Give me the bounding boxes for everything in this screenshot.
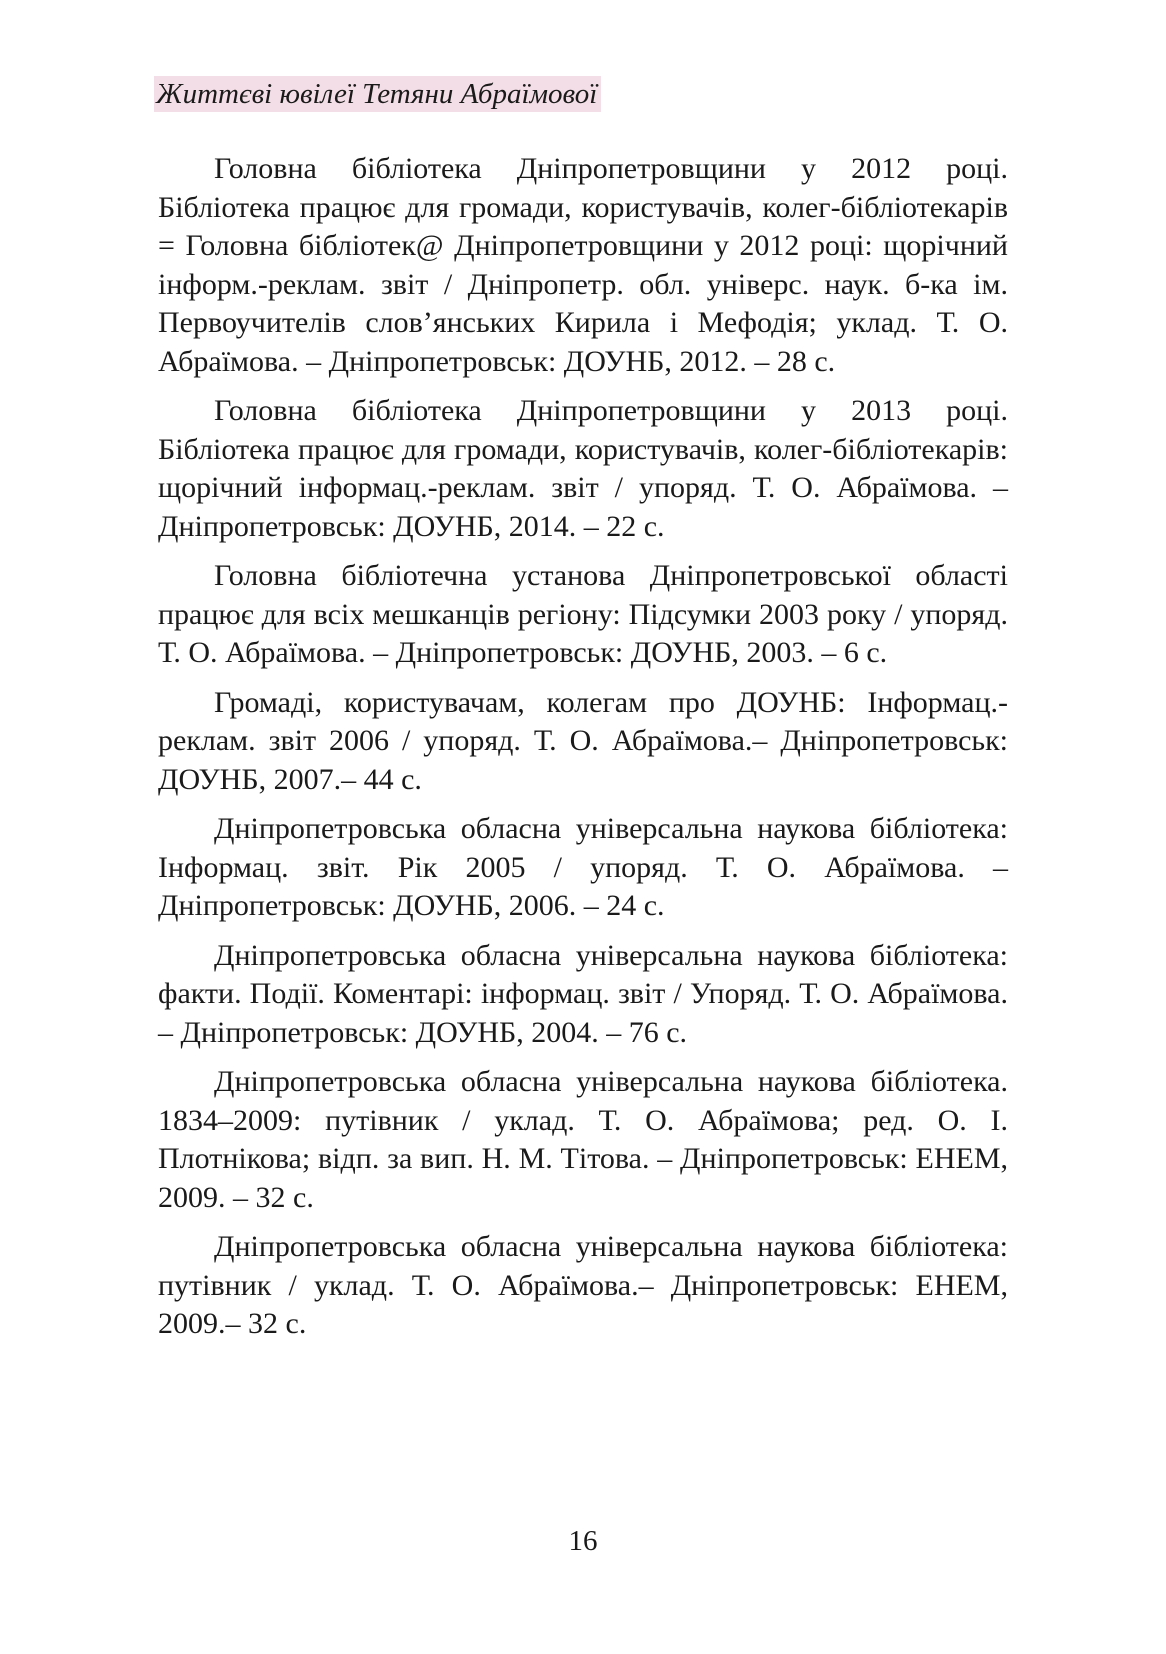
bibliography-entry: Головна бібліотечна установа Дніпропетровської області працює для всіх мешканців регіону: Підсумки 2003 року / упоряд. Т. О. Абраїмова. – Дніпропетровськ: ДОУНБ, 2003. – 6 с. [158, 559, 1008, 669]
bibliography-entry: Дніпропетровська обласна універсальна наукова бібліотека: Інформац. звіт. Рік 2005 / упоряд. Т. О. Абраїмова. – Дніпропетровськ: ДОУНБ, 2006. – 24 с. [158, 812, 1008, 922]
bibliography-entry: Дніпропетровська обласна універсальна наукова бібліотека. 1834–2009: путівник / уклад. Т. О. Абраїмова; ред. О. І. Плотнікова; відп. за вип. Н. М. Тітова. – Дніпропетровськ: ЕНЕМ, 2009. – 32 с. [158, 1065, 1008, 1214]
bibliography-entry: Громаді, користувачам, колегам про ДОУНБ: Інформац.-реклам. звіт 2006 / упоряд. Т. О. Абраїмова.– Дніпропетровськ: ДОУНБ, 2007.– 44 с. [158, 685, 1008, 796]
page-number: 16 [568, 1525, 598, 1557]
bibliography-entry: Головна бібліотека Дніпропетровщини у 2013 році. Бібліотека працює для громади, користувачів, колег-бібліотекарів: щорічний інформац.-реклам. звіт / упоряд. Т. О. Абраїмова. – Дніпропетровськ: ДОУНБ, 2014. – 22 с. [158, 394, 1008, 543]
bibliography-entry: Дніпропетровська обласна універсальна наукова бібліотека: путівник / уклад. Т. О. Абраїмова.– Дніпропетровськ: ЕНЕМ, 2009.– 32 с. [158, 1230, 1008, 1340]
bibliography-entry: Головна бібліотека Дніпропетровщини у 2012 році. Бібліотека працює для громади, користувачів, колег-бібліотекарів = Головна бібліотек@ Дніпропетровщини у 2012 році: щорічний інформ.-реклам. звіт / Дніпропетр. обл. універс. наук. б-ка ім. Первоучителів слов’янських Кирила і Мефодія; уклад. Т. О. Абраїмова. – Дніпропетровськ: ДОУНБ, 2012. – 28 с. [158, 152, 1008, 378]
running-header-title: Життєві ювілеї Тетяни Абраїмової [154, 76, 601, 112]
bibliography-entry: Дніпропетровська обласна універсальна наукова бібліотека: факти. Події. Коментарі: інформац. звіт / Упоряд. Т. О. Абраїмова. – Дніпропетровськ: ДОУНБ, 2004. – 76 с. [158, 938, 1008, 1049]
running-header [154, 74, 601, 114]
bibliography-list [158, 150, 1008, 1355]
